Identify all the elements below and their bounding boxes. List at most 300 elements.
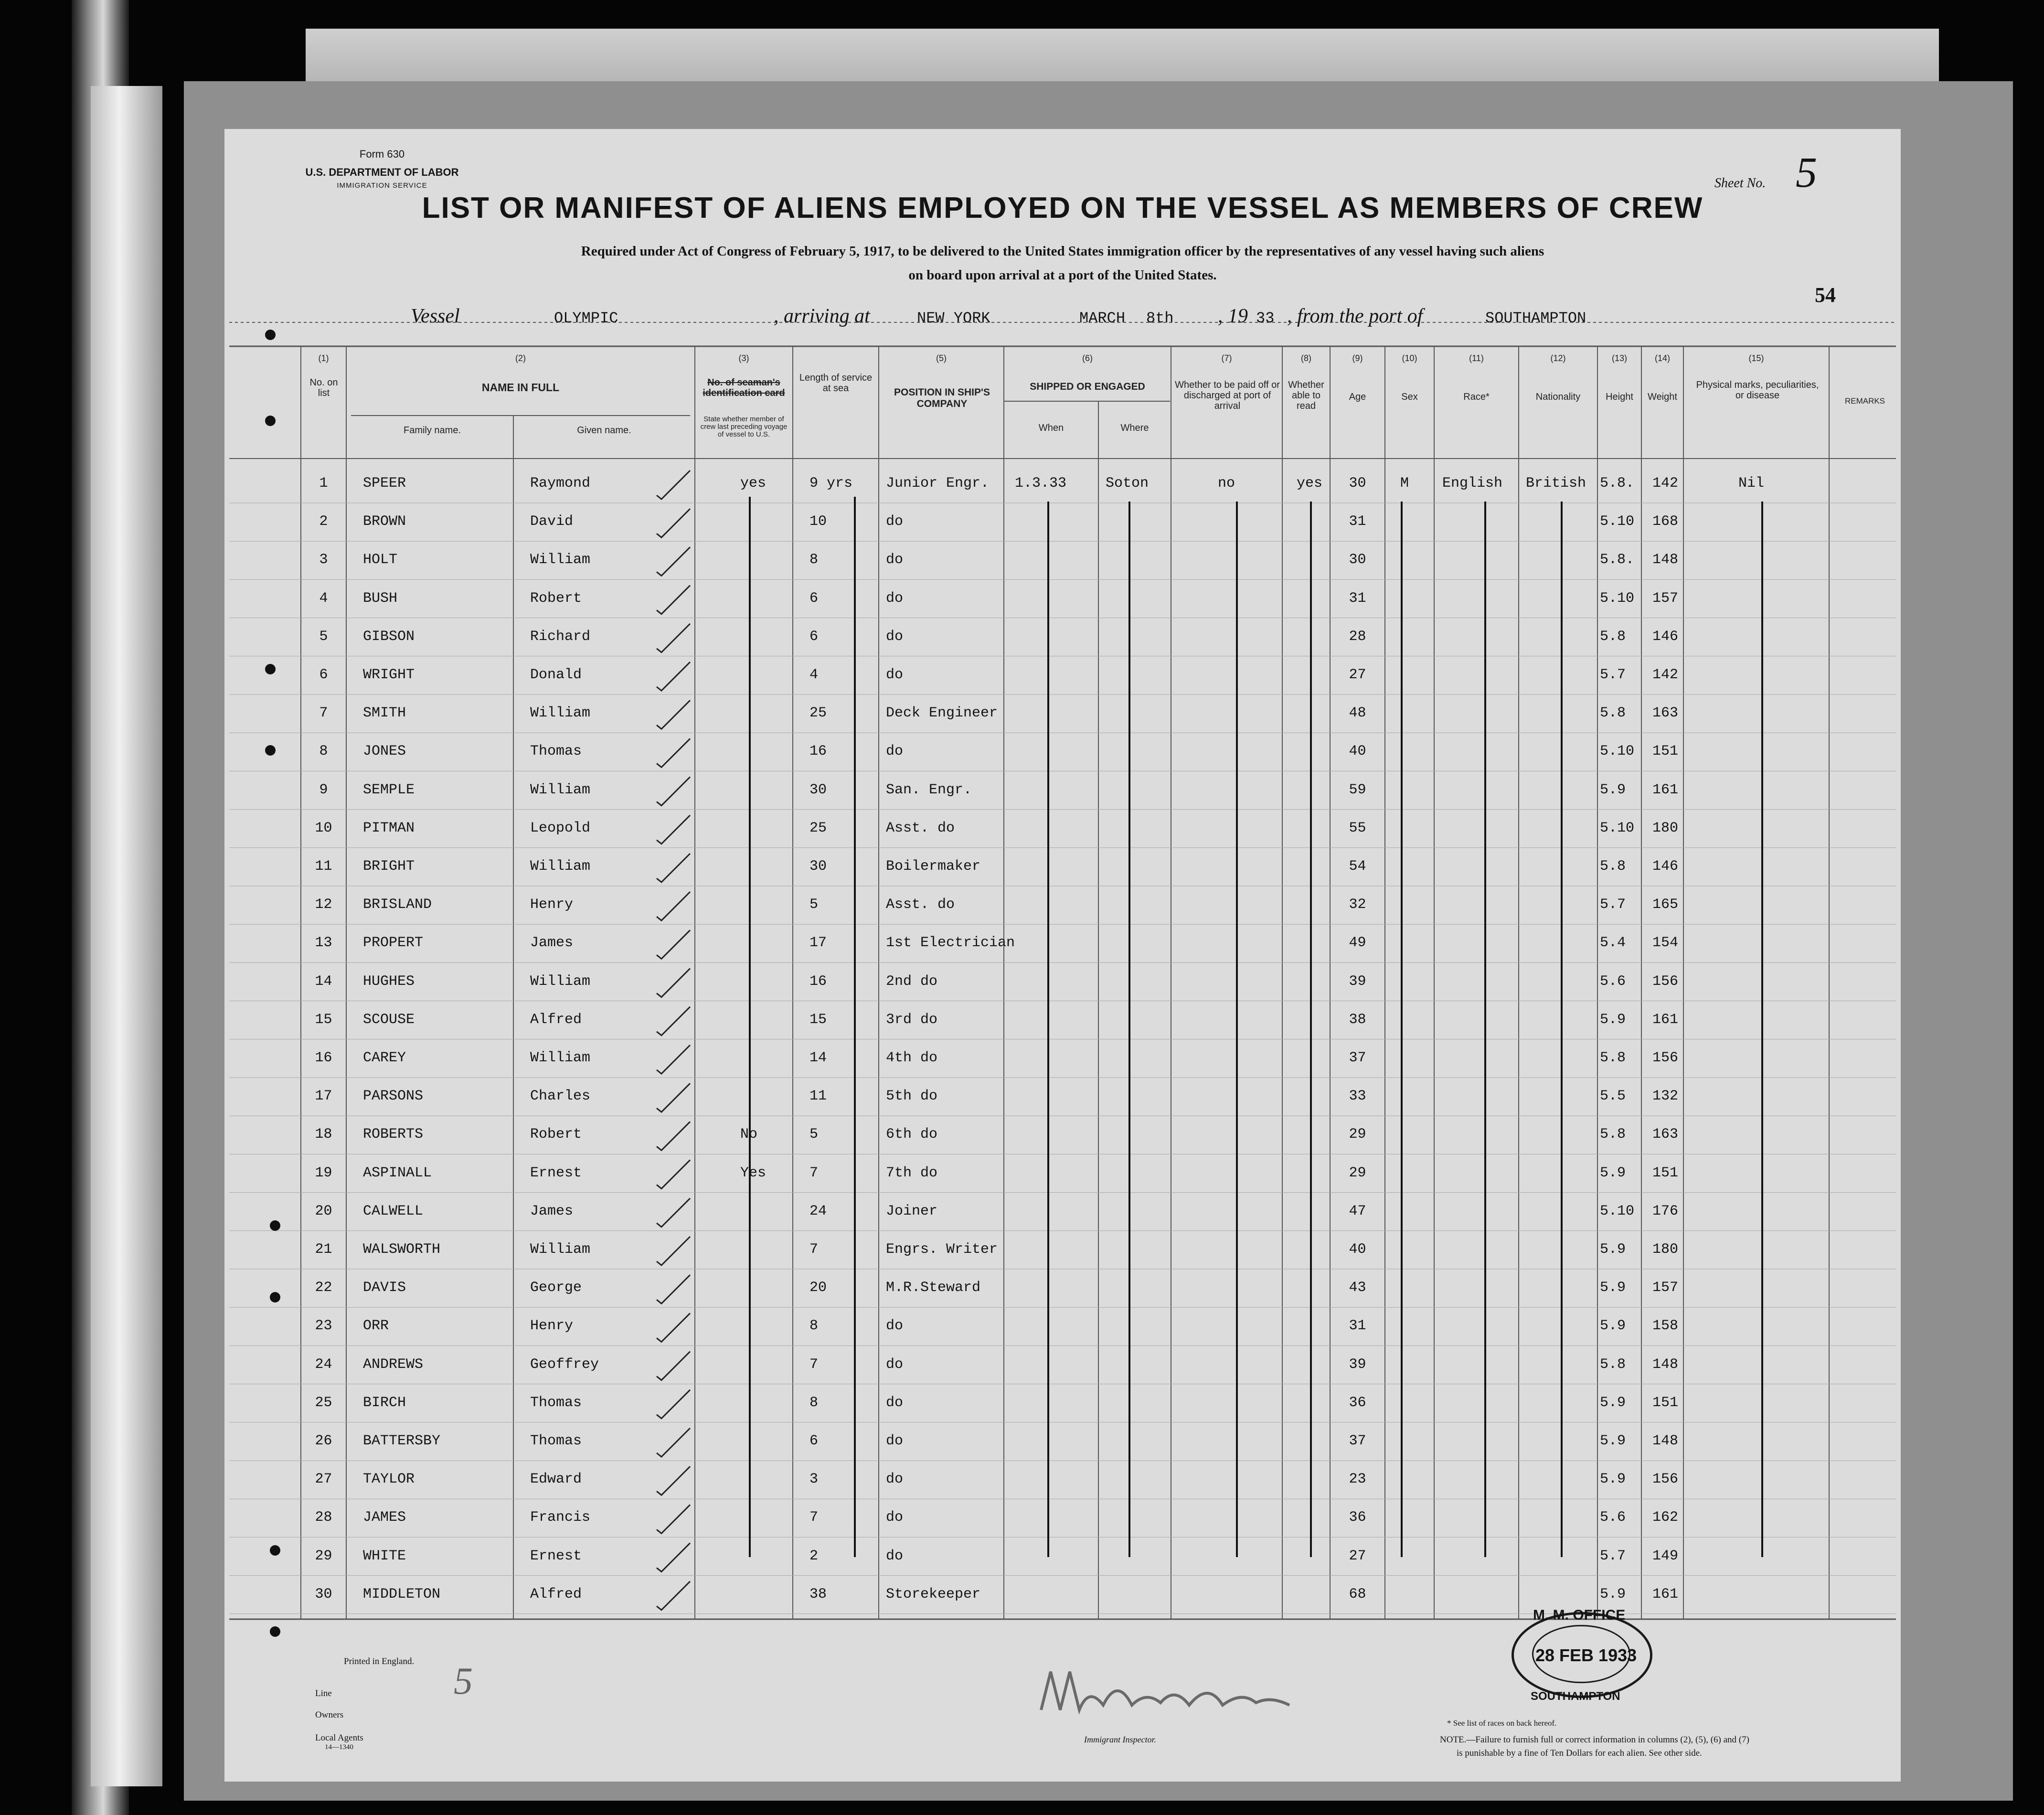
- family-name: ORR: [363, 1318, 389, 1335]
- age: 33: [1349, 1088, 1366, 1105]
- binder-hole: [265, 330, 276, 340]
- previous-voyage: yes: [740, 475, 766, 491]
- given-name: Ernest: [530, 1548, 582, 1564]
- position: do: [886, 1509, 904, 1526]
- binder-hole: [270, 1626, 280, 1637]
- row-number: 24: [315, 1356, 332, 1373]
- tick-mark: [657, 1121, 690, 1150]
- position: 7th do: [886, 1164, 938, 1181]
- agents-label: Local Agents: [315, 1733, 363, 1743]
- row-number: 6: [319, 667, 328, 683]
- previous-voyage: No: [740, 1126, 758, 1143]
- service-length: 9 yrs: [809, 475, 853, 491]
- height: 5.10: [1600, 1203, 1635, 1219]
- nationality: British: [1526, 475, 1586, 491]
- age: 30: [1349, 475, 1366, 491]
- header-seamans-card: No. of seaman's identification card: [703, 377, 785, 398]
- service: IMMIGRATION SERVICE: [337, 182, 427, 190]
- service-length: 6: [809, 1433, 819, 1449]
- height: 5.8: [1600, 1050, 1626, 1066]
- tick-mark: [657, 1083, 690, 1112]
- row-number: 29: [315, 1548, 332, 1564]
- weight: 163: [1652, 1126, 1679, 1143]
- tick-mark: [657, 1505, 690, 1533]
- height: 5.8.: [1600, 475, 1635, 491]
- departure-port: SOUTHAMPTON: [1485, 310, 1586, 327]
- tick-mark: [657, 1390, 690, 1419]
- given-name: William: [530, 705, 591, 722]
- family-name: CAREY: [363, 1050, 406, 1066]
- arrival-year: 33: [1256, 310, 1275, 327]
- family-name: PROPERT: [363, 935, 424, 951]
- weight: 151: [1652, 1394, 1679, 1411]
- given-name: William: [530, 1050, 591, 1066]
- stamp-location: SOUTHAMPTON: [1531, 1690, 1620, 1703]
- manifest-sheet: [224, 129, 1901, 1782]
- weight: 148: [1652, 552, 1679, 568]
- header-race: Race*: [1463, 392, 1490, 402]
- row-number: 25: [315, 1394, 332, 1411]
- family-name: SCOUSE: [363, 1011, 415, 1028]
- colnum-3: (3): [738, 353, 749, 363]
- given-name: Thomas: [530, 1394, 582, 1411]
- vessel-name: OLYMPIC: [554, 310, 618, 327]
- tick-mark: [657, 1160, 690, 1189]
- family-name: JONES: [363, 743, 406, 760]
- family-name: DAVIS: [363, 1280, 406, 1296]
- service-length: 4: [809, 667, 819, 683]
- inspector-label: Immigrant Inspector.: [1084, 1735, 1156, 1744]
- height: 5.9: [1600, 1318, 1626, 1335]
- row-number: 2: [319, 513, 328, 530]
- weight: 163: [1652, 705, 1679, 722]
- service-length: 3: [809, 1471, 819, 1488]
- position: Engrs. Writer: [886, 1241, 998, 1258]
- header-sex: Sex: [1401, 392, 1418, 402]
- row-number: 23: [315, 1318, 332, 1335]
- weight: 148: [1652, 1356, 1679, 1373]
- tick-mark: [657, 1275, 690, 1303]
- weight: 156: [1652, 1471, 1679, 1488]
- colnum-8: (8): [1301, 353, 1311, 363]
- weight: 151: [1652, 1164, 1679, 1181]
- position: 6th do: [886, 1126, 938, 1143]
- tick-mark: [657, 892, 690, 920]
- height: 5.9: [1600, 1433, 1626, 1449]
- inspector-signature: [1032, 1657, 1299, 1729]
- family-name: GIBSON: [363, 628, 415, 645]
- service-length: 7: [809, 1356, 819, 1373]
- given-name: Geoffrey: [530, 1356, 599, 1373]
- position: do: [886, 513, 904, 530]
- race: English: [1442, 475, 1503, 491]
- height: 5.10: [1600, 590, 1635, 607]
- position: do: [886, 1471, 904, 1488]
- row-number: 27: [315, 1471, 332, 1488]
- family-name: WRIGHT: [363, 667, 415, 683]
- position: Storekeeper: [886, 1586, 981, 1602]
- row-number: 7: [319, 705, 328, 722]
- row-number: 19: [315, 1164, 332, 1181]
- height: 5.8: [1600, 1126, 1626, 1143]
- given-name: Alfred: [530, 1586, 582, 1602]
- binder-hole: [270, 1292, 280, 1303]
- binder-hole: [265, 416, 276, 426]
- header-given-name: Given name.: [577, 425, 631, 436]
- header-nationality: Nationality: [1535, 392, 1581, 402]
- service-length: 11: [809, 1088, 827, 1105]
- height: 5.10: [1600, 820, 1635, 836]
- position: do: [886, 1394, 904, 1411]
- age: 28: [1349, 628, 1366, 645]
- height: 5.6: [1600, 1509, 1626, 1526]
- row-number: 30: [315, 1586, 332, 1602]
- age: 37: [1349, 1433, 1366, 1449]
- header-seamans-note: State whether member of crew last preceding voyage of vessel to U.S.: [700, 415, 788, 438]
- tick-mark: [657, 1198, 690, 1227]
- paid-off: no: [1218, 475, 1235, 491]
- position: 5th do: [886, 1088, 938, 1105]
- age: 55: [1349, 820, 1366, 836]
- row-number: 26: [315, 1433, 332, 1449]
- tick-mark: [657, 738, 690, 767]
- height: 5.9: [1600, 1471, 1626, 1488]
- vessel-label: Vessel: [411, 305, 460, 327]
- weight: 180: [1652, 1241, 1679, 1258]
- note-line-1: NOTE.—Failure to furnish full or correct information in columns (2), (5), (6) and (7): [1440, 1735, 1749, 1745]
- sheet-number: 5: [1796, 149, 1817, 196]
- weight: 161: [1652, 1011, 1679, 1028]
- family-name: BRISLAND: [363, 897, 432, 913]
- tick-mark: [657, 1313, 690, 1342]
- form-number: Form 630: [359, 148, 405, 160]
- height: 5.9: [1600, 1280, 1626, 1296]
- height: 5.8: [1600, 628, 1626, 645]
- height: 5.9: [1600, 1011, 1626, 1028]
- position: do: [886, 1318, 904, 1335]
- header-weight: Weight: [1648, 392, 1677, 402]
- age: 43: [1349, 1280, 1366, 1296]
- colnum-14: (14): [1654, 353, 1670, 363]
- requirement-line-2: on board upon arrival at a port of the United States.: [908, 267, 1217, 283]
- age: 30: [1349, 552, 1366, 568]
- department: U.S. DEPARTMENT OF LABOR: [305, 166, 459, 178]
- age: 37: [1349, 1050, 1366, 1066]
- row-number: 1: [319, 475, 328, 491]
- family-name: SEMPLE: [363, 781, 415, 798]
- age: 68: [1349, 1586, 1366, 1602]
- colnum-13: (13): [1611, 353, 1627, 363]
- position: do: [886, 1433, 904, 1449]
- age: 32: [1349, 897, 1366, 913]
- colnum-1: (1): [318, 353, 329, 363]
- position: 3rd do: [886, 1011, 938, 1028]
- tick-mark: [657, 1352, 690, 1380]
- position: 1st Electrician: [886, 935, 1015, 951]
- family-name: ASPINALL: [363, 1164, 432, 1181]
- given-name: Thomas: [530, 1433, 582, 1449]
- row-number: 15: [315, 1011, 332, 1028]
- given-name: William: [530, 858, 591, 875]
- age: 47: [1349, 1203, 1366, 1219]
- colnum-12: (12): [1550, 353, 1566, 363]
- given-name: William: [530, 781, 591, 798]
- tick-mark: [657, 854, 690, 882]
- header-physical-marks: Physical marks, peculiarities, or disease: [1696, 380, 1819, 401]
- position: do: [886, 1548, 904, 1564]
- row-number: 9: [319, 781, 328, 798]
- note-races: * See list of races on back hereof.: [1447, 1719, 1557, 1728]
- row-number: 14: [315, 973, 332, 990]
- weight: 157: [1652, 590, 1679, 607]
- position: Asst. do: [886, 820, 955, 836]
- service-length: 38: [809, 1586, 827, 1602]
- family-name: HOLT: [363, 552, 398, 568]
- weight: 154: [1652, 935, 1679, 951]
- header-length-service: Length of service at sea: [799, 373, 873, 394]
- family-name: BROWN: [363, 513, 406, 530]
- age: 31: [1349, 513, 1366, 530]
- service-length: 17: [809, 935, 827, 951]
- service-length: 10: [809, 513, 827, 530]
- binder-page-edge: [91, 86, 162, 1786]
- age: 23: [1349, 1471, 1366, 1488]
- age: 49: [1349, 935, 1366, 951]
- row-number: 11: [315, 858, 332, 875]
- tick-mark: [657, 1428, 690, 1457]
- position: Joiner: [886, 1203, 938, 1219]
- age: 31: [1349, 1318, 1366, 1335]
- height: 5.6: [1600, 973, 1626, 990]
- height: 5.10: [1600, 513, 1635, 530]
- age: 29: [1349, 1164, 1366, 1181]
- position: 2nd do: [886, 973, 938, 990]
- row-number: 17: [315, 1088, 332, 1105]
- weight: 132: [1652, 1088, 1679, 1105]
- weight: 165: [1652, 897, 1679, 913]
- tick-mark: [657, 624, 690, 652]
- tick-mark: [657, 547, 690, 576]
- height: 5.8: [1600, 1356, 1626, 1373]
- header-name-in-full: NAME IN FULL: [481, 381, 560, 394]
- given-name: Charles: [530, 1088, 591, 1105]
- tick-mark: [657, 470, 690, 499]
- height: 5.8: [1600, 858, 1626, 875]
- service-length: 7: [809, 1164, 819, 1181]
- tick-mark: [657, 777, 690, 806]
- given-name: Leopold: [530, 820, 591, 836]
- owners-label: Owners: [315, 1710, 344, 1720]
- position: do: [886, 743, 904, 760]
- service-length: 30: [809, 781, 827, 798]
- weight: 151: [1652, 743, 1679, 760]
- height: 5.7: [1600, 667, 1626, 683]
- service-length: 8: [809, 552, 819, 568]
- colnum-9: (9): [1352, 353, 1363, 363]
- age: 27: [1349, 667, 1366, 683]
- position: Deck Engineer: [886, 705, 998, 722]
- weight: 149: [1652, 1548, 1679, 1564]
- given-name: James: [530, 935, 574, 951]
- height: 5.9: [1600, 1164, 1626, 1181]
- given-name: James: [530, 1203, 574, 1219]
- service-length: 16: [809, 743, 827, 760]
- service-length: 14: [809, 1050, 827, 1066]
- weight: 146: [1652, 628, 1679, 645]
- row-number: 28: [315, 1509, 332, 1526]
- given-name: William: [530, 1241, 591, 1258]
- family-name: PARSONS: [363, 1088, 424, 1105]
- height: 5.7: [1600, 897, 1626, 913]
- header-paid-off: Whether to be paid off or discharged at port of arrival: [1175, 380, 1280, 411]
- header-position: POSITION IN SHIP'S COMPANY: [894, 387, 990, 409]
- table-grid: [224, 129, 1901, 1782]
- shipped-where: Soton: [1106, 475, 1149, 491]
- family-name: ROBERTS: [363, 1126, 424, 1143]
- given-name: William: [530, 552, 591, 568]
- year-prefix: , 19: [1218, 305, 1248, 327]
- service-length: 20: [809, 1280, 827, 1296]
- printed-in: Printed in England.: [344, 1656, 415, 1666]
- weight: 180: [1652, 820, 1679, 836]
- family-name: PITMAN: [363, 820, 415, 836]
- row-number: 16: [315, 1050, 332, 1066]
- service-length: 16: [809, 973, 827, 990]
- header-family-name: Family name.: [403, 425, 461, 436]
- given-name: Francis: [530, 1509, 591, 1526]
- family-name: TAYLOR: [363, 1471, 415, 1488]
- stamp-office: M. M. OFFICE: [1533, 1607, 1626, 1623]
- tick-mark: [657, 1237, 690, 1265]
- age: 39: [1349, 1356, 1366, 1373]
- service-length: 15: [809, 1011, 827, 1028]
- position: do: [886, 590, 904, 607]
- given-name: Donald: [530, 667, 582, 683]
- header-no-on-list: No. on list: [309, 377, 338, 398]
- header-where: Where: [1120, 423, 1149, 433]
- given-name: Ernest: [530, 1164, 582, 1181]
- given-name: Richard: [530, 628, 591, 645]
- tick-mark: [657, 1007, 690, 1036]
- age: 40: [1349, 1241, 1366, 1258]
- shipped-when: 1.3.33: [1015, 475, 1067, 491]
- age: 54: [1349, 858, 1366, 875]
- colnum-10: (10): [1402, 353, 1417, 363]
- header-age: Age: [1349, 392, 1366, 402]
- given-name: Henry: [530, 897, 574, 913]
- line-label: Line: [315, 1688, 332, 1698]
- stamp-date: 28 FEB 1933: [1535, 1645, 1637, 1665]
- weight: 142: [1652, 475, 1679, 491]
- colnum-6: (6): [1082, 353, 1093, 363]
- given-name: Henry: [530, 1318, 574, 1335]
- position: do: [886, 1356, 904, 1373]
- row-number: 13: [315, 935, 332, 951]
- given-name: Alfred: [530, 1011, 582, 1028]
- given-name: Raymond: [530, 475, 591, 491]
- row-number: 20: [315, 1203, 332, 1219]
- family-name: HUGHES: [363, 973, 415, 990]
- family-name: ANDREWS: [363, 1356, 424, 1373]
- tick-mark: [657, 662, 690, 691]
- age: 40: [1349, 743, 1366, 760]
- height: 5.9: [1600, 1394, 1626, 1411]
- weight: 148: [1652, 1433, 1679, 1449]
- handwritten-number: 5: [454, 1660, 473, 1702]
- position: do: [886, 552, 904, 568]
- tick-mark: [657, 1543, 690, 1572]
- given-name: Thomas: [530, 743, 582, 760]
- tick-mark: [657, 509, 690, 537]
- tick-mark: [657, 700, 690, 729]
- given-name: Edward: [530, 1471, 582, 1488]
- family-name: JAMES: [363, 1509, 406, 1526]
- header-when: When: [1038, 423, 1064, 433]
- age: 27: [1349, 1548, 1366, 1564]
- requirement-line-1: Required under Act of Congress of February 5, 1917, to be delivered to the United States immigration officer by the representatives of any vessel having such aliens: [581, 244, 1544, 259]
- height: 5.10: [1600, 743, 1635, 760]
- position: Boilermaker: [886, 858, 981, 875]
- position: Asst. do: [886, 897, 955, 913]
- weight: 158: [1652, 1318, 1679, 1335]
- family-name: SPEER: [363, 475, 406, 491]
- age: 38: [1349, 1011, 1366, 1028]
- weight: 162: [1652, 1509, 1679, 1526]
- binder-hole: [270, 1220, 280, 1231]
- colnum-15: (15): [1748, 353, 1764, 363]
- service-length: 7: [809, 1241, 819, 1258]
- previous-voyage: Yes: [740, 1164, 766, 1181]
- given-name: William: [530, 973, 591, 990]
- page-number: 54: [1815, 283, 1836, 307]
- position: do: [886, 628, 904, 645]
- weight: 146: [1652, 858, 1679, 875]
- weight: 156: [1652, 973, 1679, 990]
- service-length: 5: [809, 897, 819, 913]
- age: 29: [1349, 1126, 1366, 1143]
- service-length: 25: [809, 820, 827, 836]
- row-number: 12: [315, 897, 332, 913]
- given-name: David: [530, 513, 574, 530]
- family-name: SMITH: [363, 705, 406, 722]
- service-length: 6: [809, 590, 819, 607]
- height: 5.8.: [1600, 552, 1635, 568]
- row-number: 22: [315, 1280, 332, 1296]
- age: 48: [1349, 705, 1366, 722]
- service-length: 8: [809, 1394, 819, 1411]
- family-name: BIRCH: [363, 1394, 406, 1411]
- weight: 142: [1652, 667, 1679, 683]
- weight: 168: [1652, 513, 1679, 530]
- age: 36: [1349, 1509, 1366, 1526]
- position: do: [886, 667, 904, 683]
- physical-marks: Nil: [1738, 475, 1765, 491]
- given-name: Robert: [530, 590, 582, 607]
- age: 59: [1349, 781, 1366, 798]
- row-number: 8: [319, 743, 328, 760]
- given-name: George: [530, 1280, 582, 1296]
- service-length: 30: [809, 858, 827, 875]
- given-name: Robert: [530, 1126, 582, 1143]
- service-length: 7: [809, 1509, 819, 1526]
- tick-mark: [657, 1045, 690, 1074]
- arrival-port: NEW YORK: [917, 310, 990, 327]
- height: 5.4: [1600, 935, 1626, 951]
- weight: 176: [1652, 1203, 1679, 1219]
- arrival-month: MARCH: [1079, 310, 1126, 327]
- height: 5.5: [1600, 1088, 1626, 1105]
- row-number: 21: [315, 1241, 332, 1258]
